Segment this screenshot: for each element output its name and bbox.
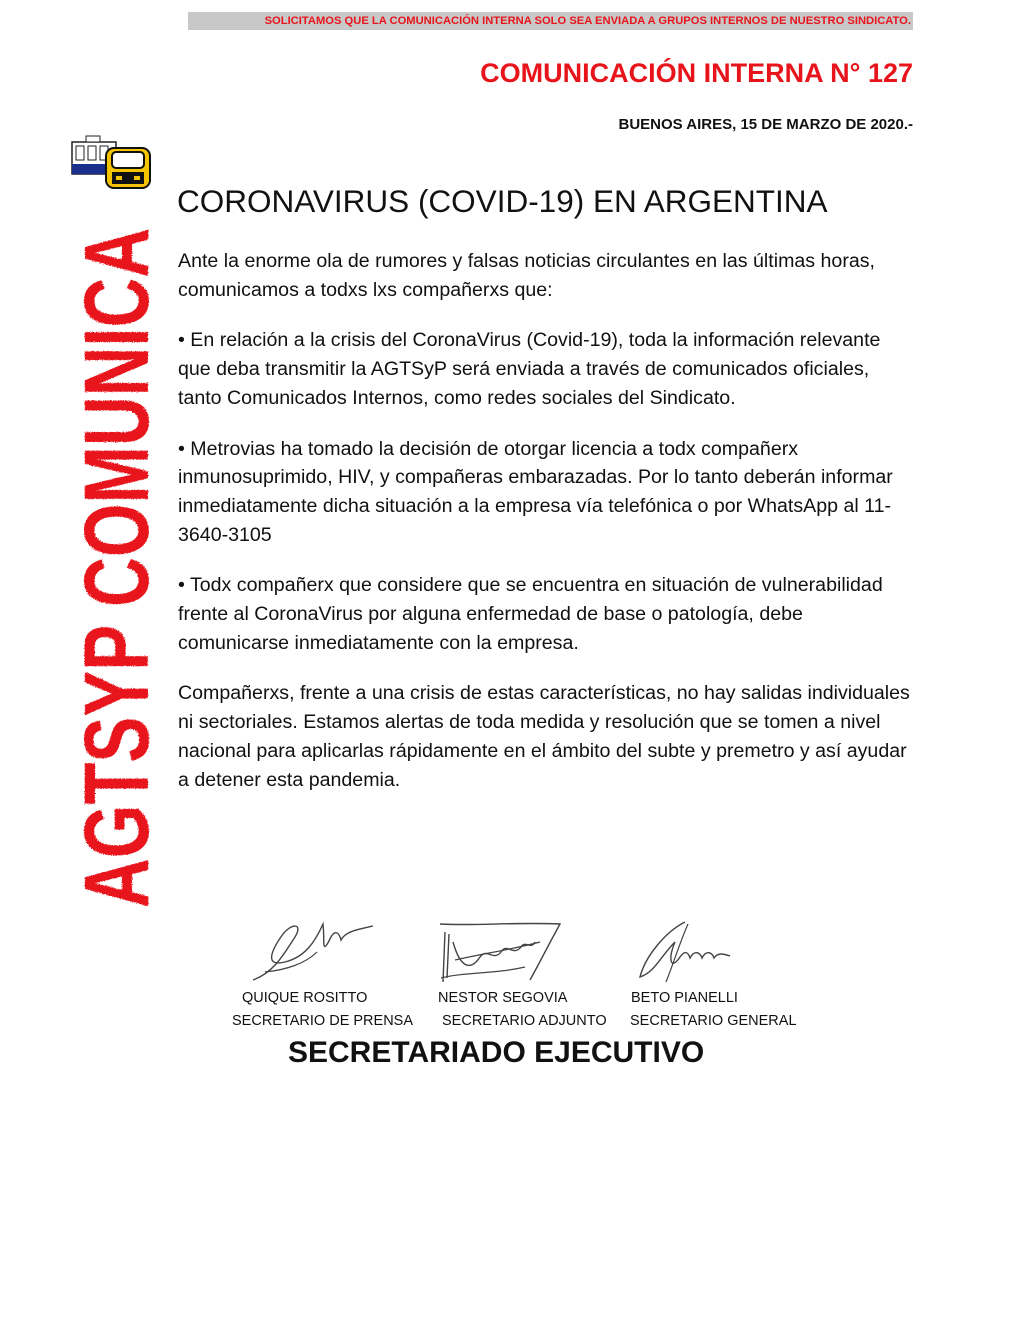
- paragraph-closing: Compañerxs, frente a una crisis de estas características, no hay salidas individuales ni sectoriales. Estamos alertas de toda medida y resolución que se tomen a nivel nacional para aplicarlas rápidamente en el ámbito del subte y premetro y así ayudar a detener esta pandemia.: [178, 682, 910, 791]
- signatory-role-pianelli: SECRETARIO GENERAL: [630, 1013, 797, 1029]
- signatory-name-pianelli: BETO PIANELLI: [631, 990, 738, 1006]
- signatures-block: [230, 912, 830, 1042]
- message-body: [178, 247, 913, 816]
- document-date: BUENOS AIRES, 15 DE MARZO DE 2020.-: [618, 116, 913, 133]
- document-title: COMUNICACIÓN INTERNA N° 127: [480, 58, 913, 88]
- footer-title: SECRETARIADO EJECUTIVO: [288, 1036, 705, 1069]
- headline: CORONAVIRUS (COVID-19) EN ARGENTINA: [177, 183, 828, 219]
- signatory-name-rositto: QUIQUE ROSITTO: [242, 990, 368, 1006]
- signature-rositto: [245, 912, 385, 987]
- paragraph-intro: Ante la enorme ola de rumores y falsas noticias circulantes en las últimas horas, comunicamos a todxs lxs compañerxs que:: [178, 250, 875, 301]
- wordmark-text: AGTSYP COMUNICA: [66, 0, 168, 908]
- paragraph-bullet-license: • Metrovias ha tomado la decisión de otorgar licencia a todx compañerx inmunosuprimido, HIV, y compañeras embarazadas. Por lo tanto deberán informar inmediatamente dicha situación a la empresa vía telefónica o por WhatsApp al 11-3640-3105: [178, 437, 893, 546]
- paragraph-bullet-info: • En relación a la crisis del CoronaVirus (Covid-19), toda la información relevante que deba transmitir la AGTSyP será enviada a través de comunicados oficiales, tanto Comunicados Internos, como redes sociales del Sindicato.: [178, 329, 881, 409]
- signatory-role-segovia: SECRETARIO ADJUNTO: [442, 1013, 607, 1029]
- signatory-role-rositto: SECRETARIO DE PRENSA: [232, 1013, 414, 1029]
- signature-segovia: [435, 912, 570, 987]
- distribution-notice-banner: SOLICITAMOS QUE LA COMUNICACIÓN INTERNA SOLO SEA ENVIADA A GRUPOS INTERNOS DE NUESTRO SINDICATO.: [188, 12, 913, 30]
- train-logo-icon: [70, 130, 156, 190]
- signatory-name-segovia: NESTOR SEGOVIA: [438, 990, 568, 1006]
- agtsyp-comunica-wordmark: [66, 0, 168, 910]
- signature-pianelli: [630, 912, 750, 987]
- paragraph-bullet-vulnerability: • Todx compañerx que considere que se encuentra en situación de vulnerabilidad frente al CoronaVirus por alguna enfermedad de base o patología, debe comunicarse inmediatamente con la empresa.: [178, 574, 883, 654]
